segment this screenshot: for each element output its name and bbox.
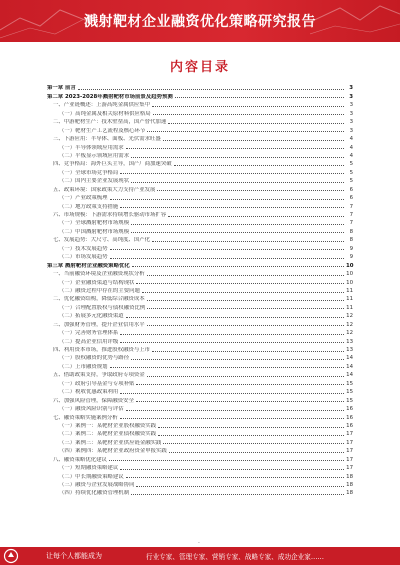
- toc-entry[interactable]: [47, 167, 353, 175]
- toc-leader-dots: [136, 283, 344, 284]
- toc-entry[interactable]: [47, 421, 353, 429]
- toc-entry-title: （一）靶材生产工艺流程及核心环节: [59, 127, 146, 134]
- toc-leader-dots: [126, 410, 344, 411]
- toc-entry-title: （二）地方政策支持措施: [59, 203, 119, 210]
- toc-leader-dots: [126, 317, 344, 318]
- toc-leader-dots: [131, 224, 344, 225]
- toc-leader-dots: [110, 367, 344, 368]
- toc-leader-dots: [142, 292, 344, 293]
- toc-entry-title: （一）全球溅射靶材市场规模: [59, 220, 130, 227]
- toc-page-number: 4: [349, 152, 353, 159]
- toc-entry[interactable]: [47, 142, 353, 150]
- toc-leader-dots: [153, 114, 344, 115]
- toc-page-number: 12: [346, 330, 353, 337]
- toc-entry-title: 第三章 溅射靶材企业融资策略优化: [47, 262, 130, 269]
- toc-leader-dots: [131, 157, 344, 158]
- toc-entry-title: 二、优化融资结构，降低综合融资成本: [53, 296, 145, 303]
- toc-page-number: 3: [349, 119, 353, 126]
- toc-entry[interactable]: [47, 412, 353, 420]
- toc-entry-title: 七、发展趋势：大尺寸、高纯度、国产化: [53, 237, 151, 244]
- toc-page-number: 6: [349, 195, 353, 202]
- toc-page-number: 9: [349, 254, 353, 261]
- toc-entry-title: （一）半导体领域应用需求: [59, 144, 124, 151]
- toc-leader-dots: [174, 165, 344, 166]
- toc-chapter-entry[interactable]: [47, 83, 353, 91]
- toc-entry[interactable]: [47, 269, 353, 277]
- report-header: [0, 0, 400, 42]
- toc-entry[interactable]: [47, 404, 353, 412]
- toc-leader-dots: [147, 131, 344, 132]
- toc-entry-title: 四、利用资本市场，推进股权融资与上市: [53, 347, 151, 353]
- toc-leader-dots: [163, 140, 344, 141]
- toc-entry[interactable]: [47, 226, 353, 234]
- toc-entry[interactable]: [47, 159, 353, 167]
- toc-entry[interactable]: [47, 446, 353, 454]
- toc-entry-title: （一）完善财务管理体系: [59, 330, 119, 337]
- toc-entry[interactable]: [47, 437, 353, 445]
- toc-leader-dots: [152, 106, 344, 107]
- toc-leader-dots: [158, 427, 344, 428]
- toc-leader-dots: [120, 469, 344, 470]
- toc-entry[interactable]: [47, 100, 353, 108]
- toc-leader-dots: [147, 308, 344, 309]
- toc-leader-dots: [168, 216, 344, 217]
- toc-entry[interactable]: [47, 125, 353, 133]
- toc-entry-title: （二）国内主要企业发展现状: [59, 178, 130, 185]
- page-marker: -: [198, 540, 200, 546]
- toc-page-number: 6: [349, 186, 353, 193]
- toc-entry-title: 六、市场规模：下游需求持续增长驱动市场扩容: [53, 212, 167, 218]
- toc-entry[interactable]: [47, 294, 353, 302]
- toc-page-number: 16: [346, 422, 353, 429]
- footer-tagline: 行业专家、管理专家、营销专家、战略专家、成功企业家……: [146, 553, 325, 561]
- toc-leader-dots: [131, 494, 344, 495]
- toc-page-number: 15: [346, 397, 353, 404]
- toc-chapter-entry[interactable]: [47, 260, 353, 268]
- toc-entry-title: 第二章 2023-2028年溅射靶材市场前景及趋势预测: [47, 93, 173, 100]
- toc-entry[interactable]: [47, 201, 353, 209]
- toc-leader-dots: [131, 232, 344, 233]
- toc-page-number: 4: [349, 136, 353, 143]
- toc-entry-title: （三）案例三：某靶材企业供应链金融实践: [59, 439, 162, 446]
- toc-page-number: 8: [349, 228, 353, 235]
- toc-page-number: 7: [349, 212, 353, 218]
- toc-page-number: 17: [346, 431, 353, 438]
- toc-page-number: 13: [346, 347, 353, 353]
- toc-page-number: 7: [349, 203, 353, 210]
- toc-leader-dots: [147, 300, 344, 301]
- toc-entry-title: （一）高纯金属及相关原材料供应格局: [59, 110, 151, 117]
- toc-page-number: 3: [349, 127, 353, 134]
- toc-entry[interactable]: [47, 361, 353, 369]
- toc-entry-title: 第一章 前言: [47, 85, 76, 92]
- toc-entry-title: 四、竞争格局：海外巨头主导，国产厂商加速突破: [53, 161, 172, 168]
- toc-entry[interactable]: [47, 277, 353, 285]
- toc-page-number: 12: [346, 313, 353, 320]
- toc-entry[interactable]: [47, 480, 353, 488]
- toc-leader-dots: [175, 97, 344, 98]
- toc-entry[interactable]: [47, 471, 353, 479]
- toc-entry-title: 六、加强风险管理，保障融资安全: [53, 397, 134, 404]
- toc-page-number: 15: [346, 380, 353, 387]
- toc-leader-dots: [131, 182, 344, 183]
- toc-page-number: 16: [346, 406, 353, 413]
- toc-page-number: 4: [349, 144, 353, 151]
- toc-entry-title: （四）案例四：某靶材企业政府资金申报实践: [59, 448, 167, 455]
- toc-entry-title: （二）提高企业信用评级: [59, 338, 119, 345]
- toc-leader-dots: [158, 435, 344, 436]
- toc-entry-title: （一）政府引导基金与专项补贴: [59, 380, 135, 387]
- toc-leader-dots: [110, 249, 344, 250]
- toc-entry-title: （二）市场发展趋势: [59, 254, 108, 261]
- toc-entry-title: （三）融资与企业发展战略协同: [59, 482, 135, 488]
- toc-entry-title: （二）上市融资规划: [59, 363, 108, 370]
- toc-page-number: 18: [346, 490, 353, 497]
- toc-entry-title: （二）案例二：某靶材企业债权融资实践: [59, 431, 157, 438]
- toc-page-number: 14: [346, 372, 353, 379]
- toc-leader-dots: [136, 486, 344, 487]
- toc-entry-title: （一）合理配置股权与债权融资比例: [59, 304, 146, 311]
- toc-entry-title: 三、下游应用：半导体、面板、光伏需求旺盛: [53, 136, 161, 143]
- footer-slogan: 让每个人都能成为: [46, 552, 102, 560]
- toc-page-number: 11: [346, 304, 353, 311]
- toc-page-number: 17: [346, 456, 353, 463]
- toc-leader-dots: [120, 334, 344, 335]
- toc-leader-dots: [136, 384, 344, 385]
- toc-entry[interactable]: [47, 235, 353, 243]
- toc-page-number: 5: [349, 161, 353, 168]
- toc-entry-title: 五、借助政策支持，争取政府专项资金: [53, 372, 145, 379]
- toc-entry[interactable]: [47, 243, 353, 251]
- toc-leader-dots: [110, 258, 344, 259]
- toc-page-number: 18: [346, 482, 353, 488]
- toc-entry-title: （二）拓展多元化融资渠道: [59, 313, 124, 320]
- toc-page-number: 12: [346, 321, 353, 328]
- toc-entry[interactable]: [47, 252, 353, 260]
- toc-entry-title: 三、加强财务管理，提升企业信用水平: [53, 321, 145, 328]
- toc-entry-title: （一）股权融资的优势与路径: [59, 355, 130, 362]
- toc-leader-dots: [132, 266, 344, 267]
- toc-entry[interactable]: [47, 370, 353, 378]
- toc-page-number: 14: [346, 363, 353, 370]
- toc-entry[interactable]: [47, 319, 353, 327]
- report-footer: [0, 547, 400, 565]
- toc-entry-title: 一、产业链概述：上游高纯金属供应集中: [53, 102, 151, 109]
- toc-page-number: 17: [346, 448, 353, 455]
- toc-leader-dots: [109, 460, 344, 461]
- toc-entry[interactable]: [47, 454, 353, 462]
- toc-page-number: 3: [349, 110, 353, 117]
- toc-entry-title: （二）平板显示领域应用需求: [59, 152, 130, 159]
- toc-page-number: 11: [346, 287, 353, 294]
- toc-entry[interactable]: [47, 108, 353, 116]
- toc-leader-dots: [120, 207, 344, 208]
- toc-page-number: 11: [346, 296, 353, 303]
- toc-leader-dots: [110, 199, 344, 200]
- toc-page-number: 10: [346, 279, 353, 286]
- toc-entry-title: 一、当前融资环境及企业融资现状分析: [53, 271, 145, 278]
- toc-leader-dots: [147, 376, 344, 377]
- toc-page-number: 18: [346, 473, 353, 480]
- toc-leader-dots: [120, 173, 344, 174]
- toc-leader-dots: [147, 325, 344, 326]
- toc-entry[interactable]: [47, 151, 353, 159]
- toc-entry[interactable]: [47, 210, 353, 218]
- toc-entry[interactable]: [47, 378, 353, 386]
- toc-heading: 内容目录: [169, 60, 230, 75]
- toc-page-number: 17: [346, 465, 353, 472]
- toc-page-number: 15: [346, 389, 353, 396]
- toc-entry-title: （二）税收优惠政策利用: [59, 389, 119, 396]
- toc-entry[interactable]: [47, 176, 353, 184]
- toc-entry-title: （四）持续优化融资管理机制: [59, 490, 130, 497]
- toc-leader-dots: [126, 148, 344, 149]
- toc-entry[interactable]: [47, 336, 353, 344]
- table-of-contents: [47, 83, 353, 496]
- toc-leader-dots: [157, 190, 344, 191]
- toc-leader-dots: [168, 123, 344, 124]
- toc-leader-dots: [152, 351, 344, 352]
- toc-entry-title: （二）中国溅射靶材市场规模: [59, 228, 130, 235]
- toc-entry[interactable]: [47, 184, 353, 192]
- toc-leader-dots: [120, 342, 344, 343]
- toc-entry-title: （二）融资过程中存在的主要问题: [59, 287, 140, 294]
- toc-entry[interactable]: [47, 463, 353, 471]
- toc-entry[interactable]: [47, 429, 353, 437]
- toc-page-number: 3: [349, 85, 353, 92]
- toc-page-number: 8: [349, 237, 353, 244]
- toc-entry-title: （一）产业政策梳理: [59, 195, 108, 202]
- toc-entry-title: （一）融资风险识别与评估: [59, 406, 124, 413]
- toc-page-number: 5: [349, 169, 353, 176]
- toc-entry[interactable]: [47, 353, 353, 361]
- toc-entry-title: 二、中游靶材生产：技术壁垒高，国产替代加速: [53, 119, 167, 126]
- toc-leader-dots: [147, 275, 344, 276]
- toc-page-number: 3: [349, 102, 353, 109]
- toc-entry[interactable]: [47, 387, 353, 395]
- toc-entry-title: （一）技术发展趋势: [59, 245, 108, 252]
- toc-entry[interactable]: [47, 117, 353, 125]
- toc-entry[interactable]: [47, 395, 353, 403]
- toc-entry-title: （一）全球市场竞争格局: [59, 169, 119, 176]
- toc-leader-dots: [169, 452, 344, 453]
- toc-entry-title: 七、融资策略实施案例分析: [53, 414, 118, 421]
- toc-page-number: 7: [349, 220, 353, 227]
- toc-entry[interactable]: [47, 345, 353, 353]
- toc-leader-dots: [126, 477, 344, 478]
- toc-entry[interactable]: [47, 286, 353, 294]
- toc-page-number: 10: [346, 262, 354, 269]
- toc-leader-dots: [120, 418, 344, 419]
- toc-leader-dots: [120, 393, 344, 394]
- toc-page-number: 9: [349, 245, 353, 252]
- toc-entry-title: （一）企业融资渠道与结构现状: [59, 279, 135, 286]
- toc-page-number: 5: [349, 178, 353, 185]
- toc-entry-title: 五、政策环境：国家政策大力支持产业发展: [53, 186, 156, 193]
- toc-entry[interactable]: [47, 302, 353, 310]
- toc-entry[interactable]: [47, 311, 353, 319]
- toc-page-number: 10: [346, 271, 353, 278]
- toc-entry-title: （二）中长期融资策略建议: [59, 473, 124, 480]
- toc-leader-dots: [152, 241, 344, 242]
- toc-entry[interactable]: [47, 134, 353, 142]
- toc-page-number: 13: [346, 338, 353, 345]
- toc-leader-dots: [78, 89, 344, 90]
- toc-entry-title: 八、融资策略优化建议: [53, 456, 107, 463]
- toc-leader-dots: [163, 443, 344, 444]
- toc-leader-dots: [131, 359, 344, 360]
- toc-chapter-entry[interactable]: [47, 91, 353, 99]
- toc-entry-title: （一）短期融资策略建议: [59, 465, 119, 472]
- toc-page-number: 3: [349, 93, 353, 100]
- toc-entry[interactable]: [47, 218, 353, 226]
- toc-entry[interactable]: [47, 488, 353, 496]
- toc-leader-dots: [136, 401, 344, 402]
- brand-logo-icon: [3, 548, 19, 564]
- toc-page-number: 16: [346, 414, 353, 421]
- toc-entry-title: （一）案例一：某靶材企业股权融资实践: [59, 422, 157, 429]
- toc-page-number: 17: [346, 439, 353, 446]
- toc-entry[interactable]: [47, 328, 353, 336]
- toc-entry[interactable]: [47, 193, 353, 201]
- report-title: 溅射靶材企业融资优化策略研究报告: [84, 14, 316, 30]
- toc-page-number: 14: [346, 355, 353, 362]
